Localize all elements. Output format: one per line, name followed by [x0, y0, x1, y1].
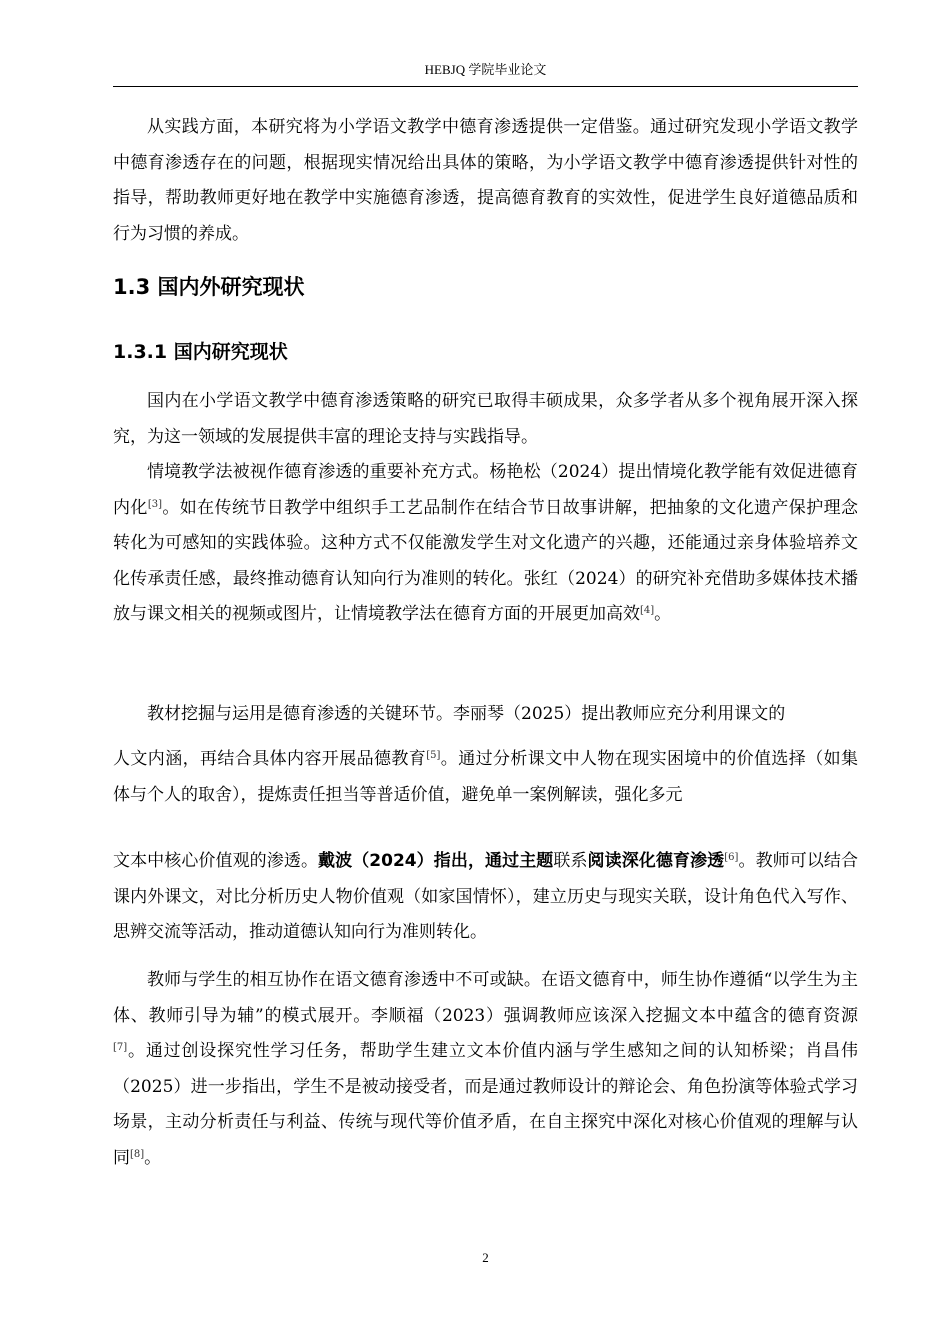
text-segment: 。通过创设探究性学习任务，帮助学生建立文本价值内涵与学生感知之间的认知桥梁；肖昌伟（2025）进一步指出，学生不是被动接受者，而是通过教师设计的辩论会、角色扮演等体验式学习场景，主动分析责任与利益、传统与现代等价值矛盾，在自主探究中深化对核心价值观的理解与认同 [113, 1041, 858, 1168]
paragraph-overview [113, 384, 858, 455]
heading-1-3: 1.3 国内外研究现状 [113, 275, 305, 299]
paragraph-textbook-line2 [113, 742, 858, 813]
paragraph-teacher-student-text [113, 963, 858, 1176]
text-segment: 。如在传统节日教学中组织手工艺品制作在结合节日故事讲解，把抽象的文化遗产保护理念转化为可感知的实践体验。这种方式不仅能激发学生对文化遗产的兴趣，还能通过亲身体验培养文化传承责任感，最终推动德育认知向行为准则的转化。张红（2024）的研究补充借助多媒体技术播放与课文相关的视频或图片，让情境教学法在德育方面的开展更加高效 [113, 497, 859, 624]
text-segment: 联系 [553, 851, 588, 871]
paragraph-textbook-line3-text [113, 844, 858, 951]
citation-7: [7] [113, 1042, 128, 1053]
text-segment: 。教师可以结合课内外课文，对比分析历史人物价值观（如家国情怀），建立历史与现实关联，设计角色代入写作、思辨交流等活动，推动道德认知向行为准则转化。 [113, 851, 859, 942]
page-number: 2 [482, 1250, 489, 1265]
author-emphasis: 戴波（2024）指出，通过主题 [318, 851, 554, 871]
paragraph-practice-text: 从实践方面，本研究将为小学语文教学中德育渗透提供一定借鉴。通过研究发现小学语文教学中德育渗透存在的问题，根据现实情况给出具体的策略，为小学语文教学中德育渗透提供针对性的指导，帮助教师更好地在教学中实施德育渗透，提高德育教育的实效性，促进学生良好道德品质和行为习惯的养成。 [113, 117, 858, 244]
text-segment: 。 [144, 1147, 162, 1168]
paragraph-textbook-line3 [113, 844, 858, 951]
paragraph-textbook-line2-text [113, 742, 858, 813]
section-heading-1-3-1 [113, 338, 858, 366]
text-segment: 教师与学生的相互协作在语文德育渗透中不可或缺。在语文德育中，师生协作遵循“以学生为主体、教师引导为辅”的模式展开。李顺福（2023）强调教师应该深入挖掘文本中蕴含的德育资源 [113, 970, 858, 1026]
citation-8: [8] [130, 1148, 145, 1160]
paragraph-teacher-student [113, 963, 858, 1176]
running-header: HEBJQ 学院毕业论文 [424, 62, 547, 77]
paragraph-overview-text: 国内在小学语文教学中德育渗透策略的研究已取得丰硕成果，众多学者从多个视角展开深入探究，为这一领域的发展提供丰富的理论支持与实践指导。 [113, 391, 858, 447]
paragraph-textbook-line1 [113, 697, 858, 733]
text-segment: 人文内涵，再结合具体内容开展品德教育 [113, 749, 427, 769]
text-segment: 。通过分析课文中人物在现实困境中的价值选择（如集体与个人的取舍），提炼责任担当等普适价值，避免单一案例解读，强化多元 [113, 749, 859, 805]
paragraph-situational-teaching-text [113, 455, 858, 633]
citation-6: [6] [724, 852, 739, 863]
header-rule [113, 86, 858, 87]
author-name: 李丽琴 [453, 704, 504, 724]
citation-3: [3] [147, 498, 162, 510]
paragraph-situational-teaching [113, 455, 858, 633]
topic-emphasis: 阅读深化德育渗透 [587, 851, 725, 871]
heading-1-3-1: 1.3.1 国内研究现状 [113, 341, 288, 363]
section-heading-1-3 [113, 272, 858, 302]
text-segment: 情境教学法被视作德育渗透的重要补充方式。杨艳松（2024）提出情境化教学能有效促进德育内化 [113, 462, 858, 518]
text-segment: 。 [654, 604, 672, 624]
citation-5: [5] [426, 750, 441, 761]
paragraph-textbook-line1-text [113, 697, 858, 733]
text-segment: 文本中核心价值观的渗透。 [113, 851, 319, 871]
paragraph-practice [113, 110, 858, 252]
citation-4: [4] [640, 605, 655, 616]
text-segment: （2025）提出教师应充分利用课文的 [504, 704, 786, 724]
text-segment: 教材挖掘与运用是德育渗透的关键环节。 [147, 704, 453, 724]
